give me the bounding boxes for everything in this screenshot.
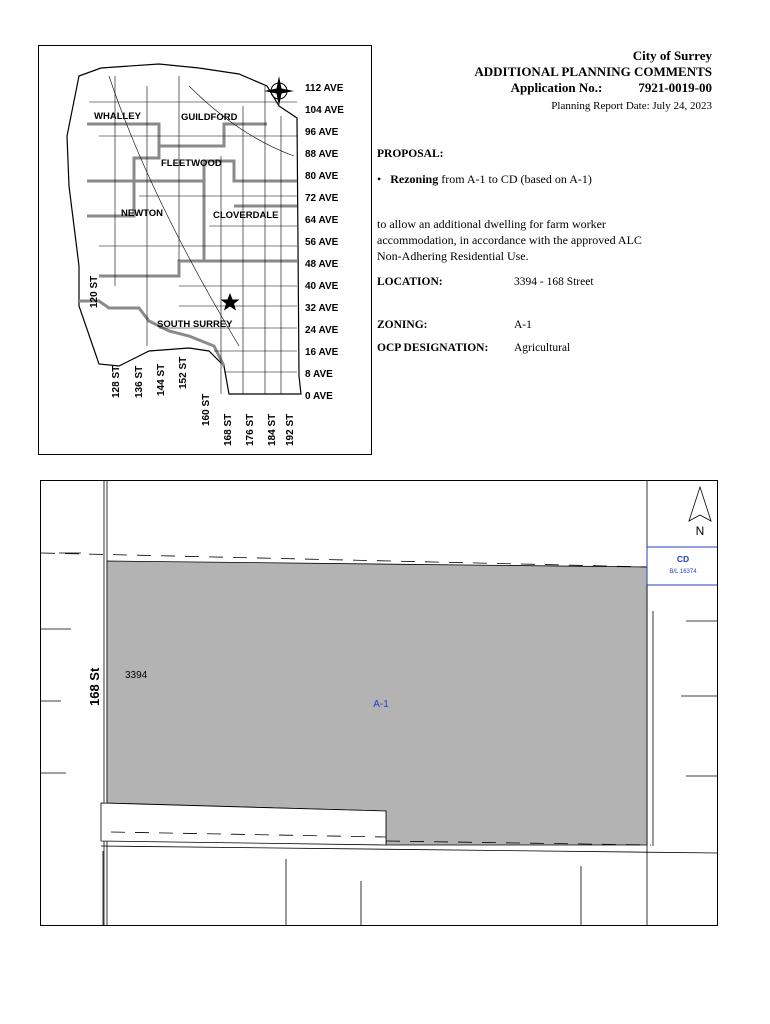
area-label-cloverdale: CLOVERDALE <box>213 210 279 221</box>
avenue-label: 24 AVE <box>305 325 339 336</box>
area-label-guildford: GUILDFORD <box>181 112 238 123</box>
area-label-newton: NEWTON <box>121 208 164 219</box>
north-label: N <box>695 524 705 538</box>
street-label: 192 ST <box>285 413 296 446</box>
site-map-drawing <box>41 481 718 926</box>
street-label: 144 ST <box>156 363 167 396</box>
street-label: 176 ST <box>245 413 256 446</box>
proposal-line-3: Non-Adhering Residential Use. <box>377 249 529 263</box>
avenue-label: 56 AVE <box>305 237 339 248</box>
subject-site-star-icon <box>221 293 240 311</box>
avenue-label: 48 AVE <box>305 259 339 270</box>
avenue-label: 80 AVE <box>305 171 339 182</box>
proposal-bullet-text: from A-1 to CD (based on A-1) <box>438 172 592 186</box>
proposal-description <box>377 216 642 264</box>
report-title: ADDITIONAL PLANNING COMMENTS <box>474 64 712 79</box>
cd-zone-label: CD <box>676 554 690 564</box>
avenue-label: 88 AVE <box>305 149 339 160</box>
avenue-label: 8 AVE <box>305 369 333 380</box>
cd-bylaw-label: B/L 16374 <box>669 569 697 575</box>
zoning-value: A-1 <box>514 319 532 331</box>
site-zoning-map <box>40 480 718 926</box>
cd-zone-box <box>647 547 718 585</box>
avenue-label: 72 AVE <box>305 193 339 204</box>
location-label: LOCATION: <box>377 276 443 288</box>
ocp-designation-value: Agricultural <box>514 342 571 354</box>
street-label: 168 ST <box>223 413 234 446</box>
avenue-label: 32 AVE <box>305 303 339 314</box>
street-label: 136 ST <box>134 365 145 398</box>
ocp-designation-label: OCP DESIGNATION: <box>377 342 489 354</box>
proposal-heading: PROPOSAL: <box>377 148 444 160</box>
address-label: 3394 <box>125 670 148 681</box>
avenue-label: 40 AVE <box>305 281 339 292</box>
compass-rose-icon <box>264 76 294 106</box>
area-label-whalley: WHALLEY <box>94 111 141 122</box>
avenue-label: 64 AVE <box>305 215 339 226</box>
zoning-label: ZONING: <box>377 319 428 331</box>
avenue-label: 0 AVE <box>305 391 333 402</box>
avenue-label: 112 AVE <box>305 83 344 94</box>
area-label-south-surrey: SOUTH SURREY <box>157 319 233 330</box>
application-label: Application No.: <box>510 80 603 95</box>
report-date: Planning Report Date: July 24, 2023 <box>551 100 712 112</box>
street-label: 128 ST <box>111 365 122 398</box>
street-label: 160 ST <box>201 393 212 426</box>
application-line <box>474 80 712 96</box>
avenue-label: 16 AVE <box>305 347 339 358</box>
avenue-label: 96 AVE <box>305 127 339 138</box>
street-label: 184 ST <box>267 413 278 446</box>
zone-label-a1: A-1 <box>373 699 389 710</box>
street-label-168: 168 St <box>87 667 102 706</box>
north-arrow-icon <box>689 487 711 538</box>
avenue-label: 104 AVE <box>305 105 344 116</box>
surrey-outline-map <box>39 46 373 456</box>
report-header <box>474 48 712 112</box>
proposal-bullet <box>377 172 592 187</box>
street-label: 152 ST <box>178 356 189 389</box>
location-key-map <box>38 45 372 455</box>
proposal-line-1: to allow an additional dwelling for farm worker <box>377 217 606 231</box>
street-label-120: 120 ST <box>89 275 100 308</box>
proposal-bullet-bold: Rezoning <box>390 172 439 186</box>
bullet-icon: • <box>377 172 382 186</box>
proposal-line-2: accommodation, in accordance with the approved ALC <box>377 233 642 247</box>
location-value: 3394 - 168 Street <box>514 276 594 288</box>
application-number: 7921-0019-00 <box>638 80 712 95</box>
city-name: City of Surrey <box>632 48 712 63</box>
area-label-fleetwood: FLEETWOOD <box>161 158 222 169</box>
